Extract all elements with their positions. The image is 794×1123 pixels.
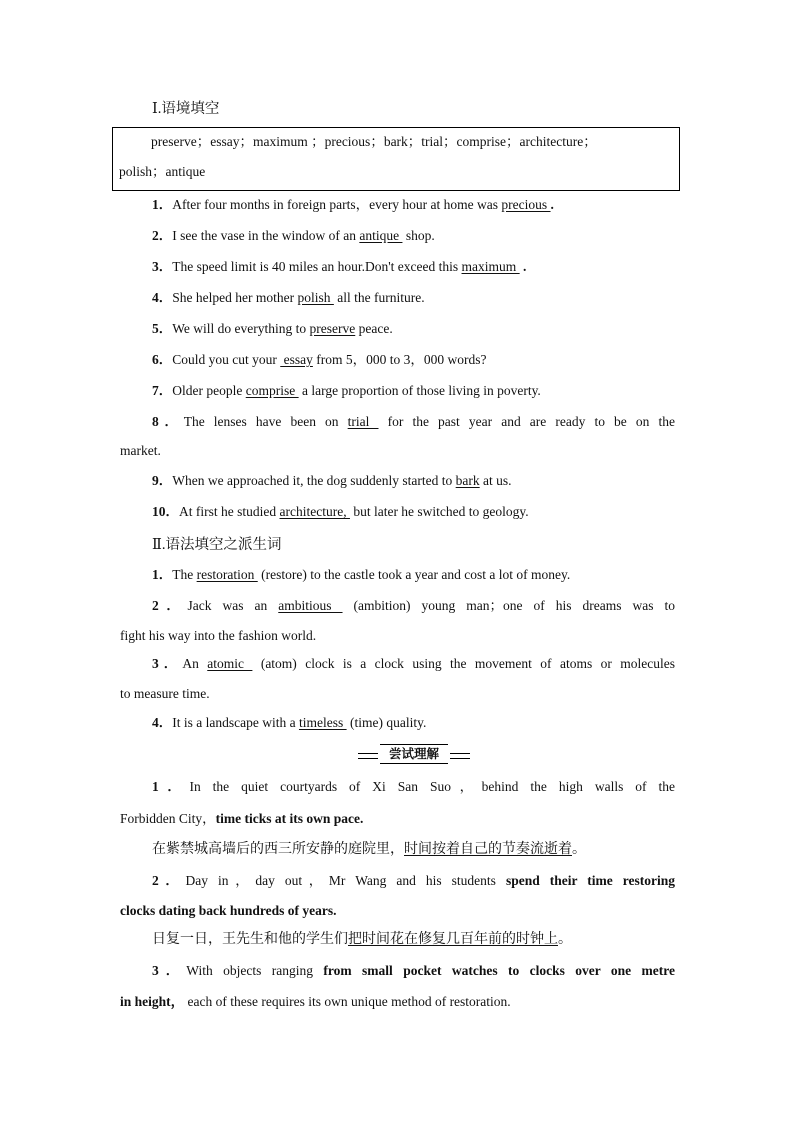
exercise-item: 2．Jack was an ambitious (ambition) young man；one of his dreams was to	[152, 598, 676, 613]
key-phrase: in height，	[120, 994, 185, 1009]
banner-decoration	[358, 753, 378, 759]
translation: 在紫禁城高墙后的西三所安静的庭院里，时间按着自己的节奏流逝着。	[152, 841, 586, 857]
exercise-item-continuation: market.	[120, 443, 161, 458]
translation-key-phrase: 把时间花在修复几百年前的时钟上	[348, 931, 558, 947]
answer: restoration	[196, 567, 258, 582]
exercise-item: 7．Older people comprise a large proportion of those living in poverty.	[152, 383, 541, 398]
key-phrase: from small pocket watches to clocks over one metre	[323, 963, 676, 978]
exercise-item: 5．We will do everything to preserve peace.	[152, 321, 393, 336]
answer: maximum	[461, 259, 520, 274]
answer: preserve	[309, 321, 356, 336]
exercise-item: 8．The lenses have been on trial for the past year and are ready to be on the	[152, 414, 675, 429]
reading-item: 3．With objects ranging from small pocket watches to clocks over one metre	[152, 963, 676, 978]
exercise-item: 3．The speed limit is 40 miles an hour.Don't exceed this maximum .	[152, 259, 527, 274]
exercise-item: 4．She helped her mother polish all the furniture.	[152, 290, 425, 305]
key-phrase: time ticks at its own pace.	[215, 811, 364, 826]
translation: 日复一日，王先生和他的学生们把时间花在修复几百年前的时钟上。	[152, 931, 572, 947]
exercise-item: 6．Could you cut your essay from 5，000 to 3，000 words?	[152, 352, 487, 367]
answer: ambitious	[278, 598, 343, 613]
exercise-item: 4．It is a landscape with a timeless (time) quality.	[152, 715, 427, 730]
word-box	[112, 127, 680, 191]
answer: timeless	[298, 715, 347, 730]
answer: bark	[455, 473, 480, 488]
word-box-line-2: polish；antique	[119, 164, 206, 179]
section1-heading: Ⅰ.语境填空	[152, 101, 220, 117]
banner-decoration	[450, 753, 470, 759]
exercise-item-continuation: fight his way into the fashion world.	[120, 628, 317, 643]
exercise-item: 3．An atomic (atom) clock is a clock using the movement of atoms or molecules	[152, 656, 676, 671]
answer: comprise	[245, 383, 299, 398]
key-phrase: clocks dating back hundreds of years.	[120, 903, 337, 918]
translation-key-phrase: 时间按着自己的节奏流逝着	[404, 841, 572, 857]
banner-title: 尝试理解	[380, 744, 448, 764]
exercise-item: 1．After four months in foreign parts，every hour at home was precious .	[152, 197, 554, 212]
reading-item: 2．Day in，day out，Mr Wang and his students spend their time restoring	[152, 873, 675, 888]
exercise-item: 2．I see the vase in the window of an antique shop.	[152, 228, 435, 243]
reading-item-line: in height， each of these requires its own unique method of restoration.	[120, 994, 511, 1009]
answer: polish	[297, 290, 334, 305]
word-box-line-1: preserve；essay；maximum ；precious；bark；trial；comprise；architecture；	[151, 134, 597, 149]
key-phrase: spend their time restoring	[505, 873, 675, 888]
section3-banner	[358, 744, 470, 764]
exercise-item: 10．At first he studied architecture, but later he switched to geology.	[152, 504, 529, 519]
answer: atomic	[207, 656, 253, 671]
answer: precious	[501, 197, 551, 212]
reading-item-line	[120, 902, 675, 920]
reading-item: 1．In the quiet courtyards of Xi San Suo，behind the high walls of the	[152, 779, 676, 794]
answer: antique	[359, 228, 403, 243]
exercise-item-continuation: to measure time.	[120, 686, 210, 701]
exercise-item: 1．The restoration (restore) to the castle took a year and cost a lot of money.	[152, 567, 571, 582]
reading-item-line: Forbidden City，time ticks at its own pace.	[120, 811, 364, 826]
answer: essay	[280, 352, 313, 367]
exercise-item: 9．When we approached it, the dog suddenly started to bark at us.	[152, 473, 512, 488]
answer: trial	[347, 414, 379, 429]
answer: architecture,	[279, 504, 350, 519]
section2-heading: Ⅱ.语法填空之派生词	[152, 537, 282, 553]
